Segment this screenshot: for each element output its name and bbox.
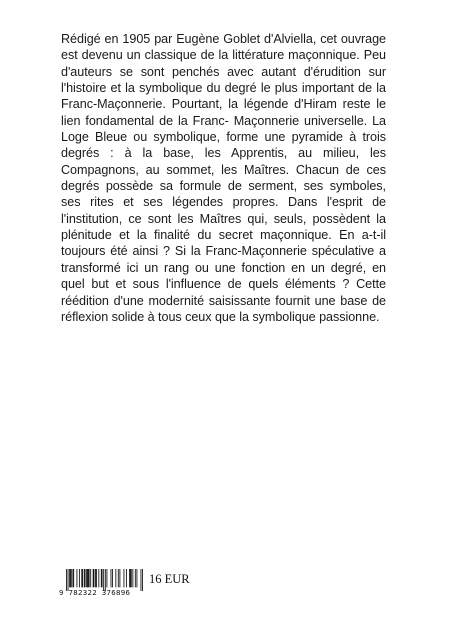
barcode-bar (124, 569, 125, 587)
barcode-bar (129, 569, 130, 587)
barcode-bar (82, 569, 83, 587)
barcode-bar (111, 569, 112, 587)
barcode-bar (79, 569, 80, 587)
barcode-bar (94, 569, 95, 587)
barcode-bar (84, 569, 85, 587)
barcode-bar (69, 569, 70, 587)
barcode-bar (93, 569, 94, 587)
isbn-barcode (59, 569, 143, 599)
price-label: 16 EUR (149, 572, 190, 586)
barcode-bar (73, 569, 74, 587)
back-cover-blurb: Rédigé en 1905 par Eugène Goblet d'Alviella, cet ouvrage est devenu un classique de la littérature maçonnique. Peu d'auteurs se sont penchés avec autant d'érudition sur l'histoire et la symbolique du degré le plus important de la Franc-Maçonnerie. Pourtant, la légende d'Hiram reste le lien fondamental de la Franc- Maçonnerie universelle. La Loge Bleue ou symbolique, forme une pyramide à trois degrés : à la base, les Apprentis, au milieu, les Compagnons, au sommet, les Maîtres. Chacun de ces degrés possède sa formule de serment, ses symboles, ses rites et ses légendes propres. Dans l'esprit de l'institution, ce sont les Maîtres qui, seuls, possèdent la plénitude et la finalité du secret maçonnique. En a-t-il toujours été ainsi ? Si la Franc-Maçonnerie spéculative a transformé ici un rang ou une fonction en un degré, en quel but et sous l'influence de quels éléments ? Cette réédition d'une modernité saisissante fournit une base de réflexion solide à tous ceux que la symbolique passionne. (61, 32, 386, 324)
barcode-bar (96, 569, 97, 587)
barcode-bar (102, 569, 103, 587)
barcode-bar (71, 569, 72, 587)
barcode-bar (85, 569, 86, 587)
barcode-bar (135, 569, 136, 587)
barcode-bar (118, 569, 119, 587)
barcode-bar (77, 569, 78, 587)
barcode-bar (130, 569, 131, 587)
barcode-price-block (59, 569, 190, 599)
barcode-bar (72, 569, 73, 587)
barcode-bar (119, 569, 120, 587)
barcode-bar (107, 569, 108, 587)
barcode-bar (126, 569, 127, 587)
barcode-bar (132, 569, 133, 587)
barcode-bar (89, 569, 90, 587)
barcode-bar (81, 569, 82, 587)
isbn-digits: 9 782322 376896 (59, 588, 131, 597)
barcode-bar (95, 569, 96, 587)
barcode-bar (87, 569, 88, 587)
barcode-bar (88, 569, 89, 587)
barcode-bar (101, 569, 102, 587)
barcode-bar (70, 569, 71, 587)
barcode-bar (90, 569, 91, 587)
barcode-bar (137, 569, 138, 587)
barcode-bar (115, 569, 116, 587)
barcode-bar (98, 569, 99, 587)
barcode-bar (112, 569, 113, 587)
barcode-bar (131, 569, 132, 587)
barcode-bar (86, 569, 87, 587)
